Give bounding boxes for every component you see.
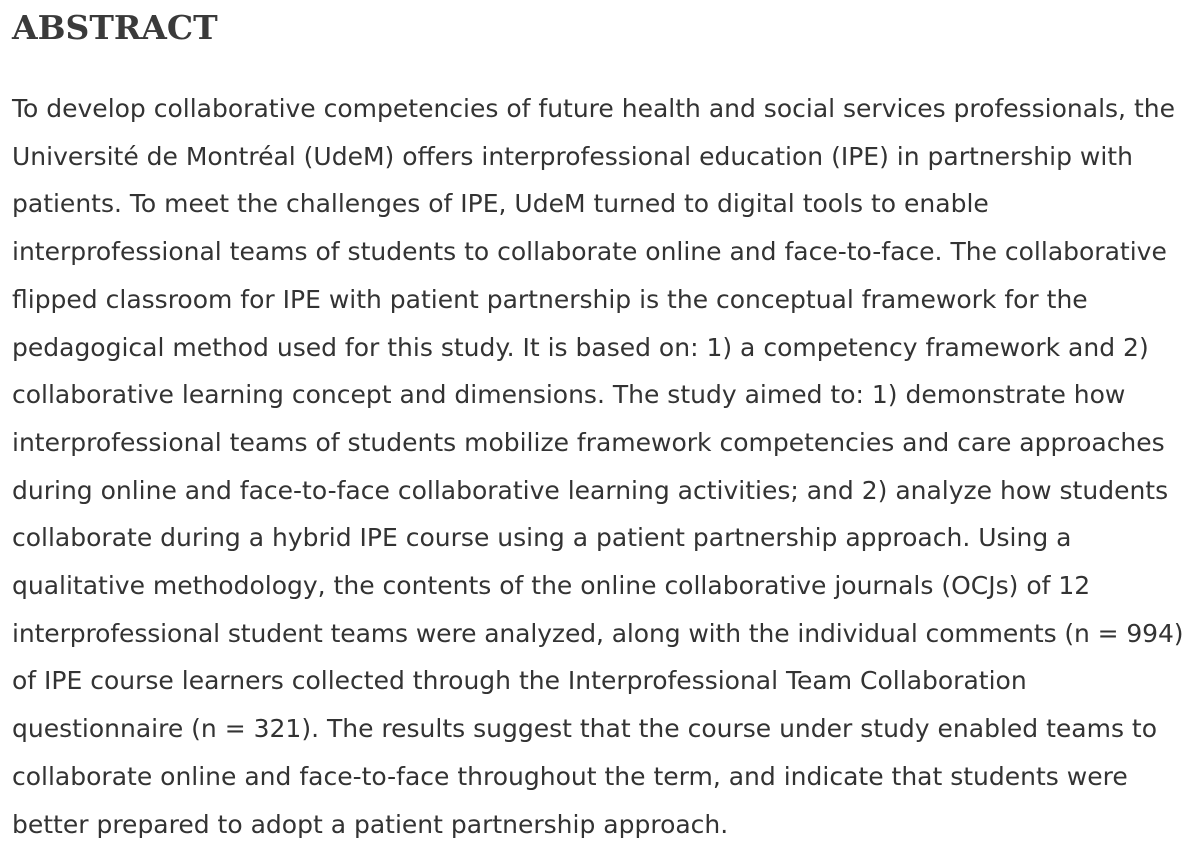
abstract-line: To develop collaborative competencies of future health and social services professionals, the (12, 94, 1175, 123)
abstract-section (12, 0, 1192, 848)
abstract-line: flipped classroom for IPE with patient partnership is the conceptual framework for the (12, 284, 1088, 314)
abstract-line: patients. To meet the challenges of IPE, UdeM turned to digital tools to enable (12, 189, 989, 219)
abstract-line: collaborate online and face-to-face throughout the term, and indicate that students were (12, 761, 1128, 791)
abstract-line: better prepared to adopt a patient partnership approach. (12, 809, 729, 839)
abstract-paragraph (12, 85, 1192, 848)
abstract-line: interprofessional student teams were analyzed, along with the individual comments (n = 994) (12, 618, 1184, 648)
abstract-line: qualitative methodology, the contents of the online collaborative journals (OCJs) of 12 (12, 571, 1091, 601)
abstract-line: Université de Montréal (UdeM) offers interprofessional education (IPE) in partnership with (12, 141, 1133, 171)
abstract-line: of IPE course learners collected through the Interprofessional Team Collaboration (12, 666, 1027, 696)
abstract-line: questionnaire (n = 321). The results suggest that the course under study enabled teams to (12, 714, 1158, 744)
abstract-line: pedagogical method used for this study. It is based on: 1) a competency framework and 2) (12, 332, 1149, 362)
abstract-line: interprofessional teams of students mobilize framework competencies and care approaches (12, 427, 1165, 457)
abstract-line: during online and face-to-face collaborative learning activities; and 2) analyze how students (12, 475, 1169, 505)
abstract-line: collaborate during a hybrid IPE course using a patient partnership approach. Using a (12, 523, 1072, 553)
abstract-line: interprofessional teams of students to collaborate online and face-to-face. The collaborative (12, 237, 1167, 267)
abstract-line: collaborative learning concept and dimensions. The study aimed to: 1) demonstrate how (12, 380, 1126, 410)
abstract-heading: ABSTRACT (12, 8, 218, 47)
